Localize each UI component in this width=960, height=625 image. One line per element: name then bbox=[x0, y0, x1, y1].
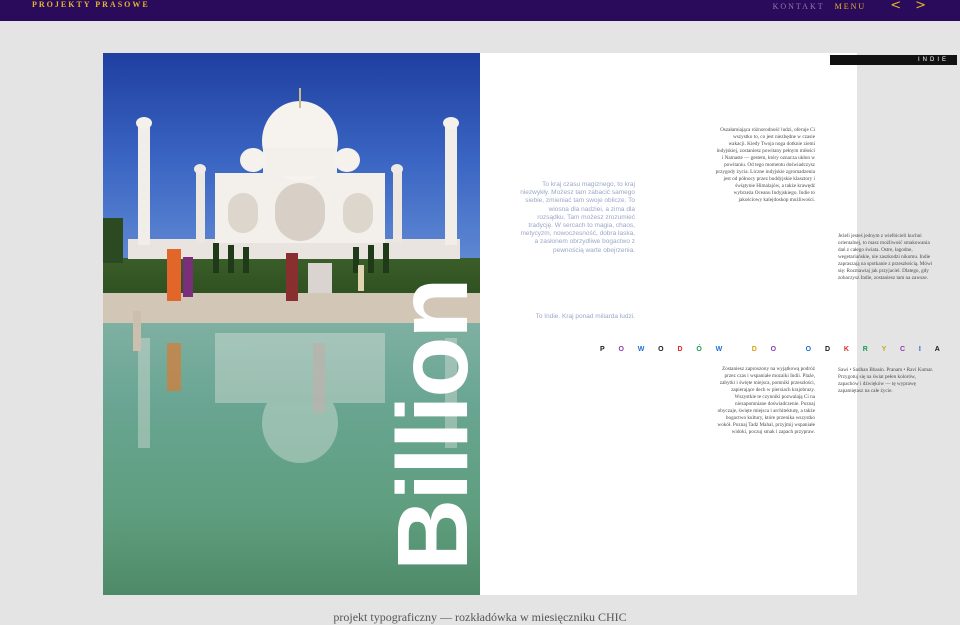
reasons-letter: D bbox=[824, 346, 830, 353]
reasons-letter: Ó bbox=[696, 346, 702, 353]
reasons-letter bbox=[790, 346, 792, 353]
reasons-letter: O bbox=[618, 346, 624, 353]
reasons-letter: O bbox=[805, 346, 812, 353]
lead-paragraph-2: To Indie. Kraj ponad miliarda ludzi. bbox=[535, 313, 635, 320]
reasons-heading bbox=[600, 346, 940, 353]
text-column-b: Jeżeli jesteś jednym z wielbicieli kuchni orientalnej, to masz możliwość smakowania dań z całego świata. Ostre, łagodne, wegetariańskie, nie zaszkodzi nikomu. Indie zapraszają na spotkanie z przeszłością. Mówi się: Rozmawiaj jak przyjaciel. Dlatego, gdy zobaczysz Indie, zostaniesz tam na zawsze. bbox=[838, 233, 933, 281]
top-nav bbox=[773, 0, 926, 12]
reasons-letter: K bbox=[843, 346, 849, 353]
reasons-letter: W bbox=[715, 346, 723, 353]
reasons-letter: D bbox=[751, 346, 757, 353]
section-tag bbox=[830, 55, 957, 65]
reasons-letter: R bbox=[862, 346, 868, 353]
reasons-letter bbox=[736, 346, 738, 353]
reasons-letter: D bbox=[677, 346, 683, 353]
brand-link[interactable]: PROJEKTY PRASOWE bbox=[32, 0, 150, 9]
nav-kontakt[interactable]: KONTAKT bbox=[772, 1, 825, 11]
reasons-letter: A bbox=[934, 346, 940, 353]
text-column-a: Zostaniesz zaproszony na wyjątkową podróż przez czas i wspaniałe mozaiki Indii. Plaże, zabytki i święte miejsca, pomniki przeszłości, zapierające dech w piersiach krajobrazy. Wszystkie te czynniki pozwalają Ci na niezapomniane doświadczenie. Poznaj obyczaje, święte miejsca i architekturę, a także bogactwo kultury, które przenika wszystko wokół. Poznaj Tadż Mahal, przyjmij wspaniałe widoki, poczuj smak i zapach przypraw. bbox=[717, 366, 815, 435]
reasons-letter: Y bbox=[881, 346, 887, 353]
section-tag-label: INDIE bbox=[917, 57, 949, 63]
lead-paragraph: To kraj czasu magiznego, to kraj niezwykły. Możesz tam zabacić samego siebie, zmieniać tam swoje oblicze. To wiosna dla nadziei, a zima dla rozsądku. Tam możesz zrozumieć tradycję. W sercach to magia, chaos, metycyzm, nowoczesność, dobra łaska, a zasłonem obrzydliwe bogactwo z pewnością warte obejrzenia. bbox=[520, 181, 635, 254]
page-caption: projekt typograficzny — rozkładówka w miesięczniku CHIC bbox=[333, 610, 627, 624]
top-bar bbox=[0, 0, 960, 21]
headline-billion: Billion bbox=[377, 279, 489, 571]
reasons-letter: O bbox=[658, 346, 664, 353]
reasons-letter: P bbox=[600, 346, 605, 353]
prev-arrow-icon[interactable]: < bbox=[890, 0, 902, 13]
magazine-spread bbox=[103, 53, 949, 595]
reasons-letter: I bbox=[918, 346, 921, 353]
reasons-letter: C bbox=[900, 346, 906, 353]
intro-column: Oszałamiająca różnorodność ludzi, oferuje Ci wszystko to, co jest niezbędne w czasie wakacji. Kiedy Twoja noga dotknie ziemi indyjskiej, zostaniesz powitany pełnym miłości i Namaste — gestem, który oznacza ukłon w powitaniu. Od tego momentu doświadczysz przygody życia. Liczne indyjskie zgromadzenia jest od północy przez buddyjskie klasztory i świątynie Himalajów, a także krawędź wybrzeża Oceanu Indyjskiego. Indie to jakościowy kalejdoskop możliwości. bbox=[715, 127, 815, 203]
reasons-letter: W bbox=[637, 346, 645, 353]
next-arrow-icon[interactable]: > bbox=[915, 0, 926, 13]
nav-menu[interactable]: MENU bbox=[834, 1, 867, 11]
text-column-c: Sawi • Sadhan Bhasin. Pranam • Ravi Kumar. Przygotuj się na świat pełen kolorów, zapachów i dźwięków — tę wyprawę zapamiętasz na całe życie. bbox=[838, 367, 934, 394]
reasons-letter: O bbox=[770, 346, 777, 353]
